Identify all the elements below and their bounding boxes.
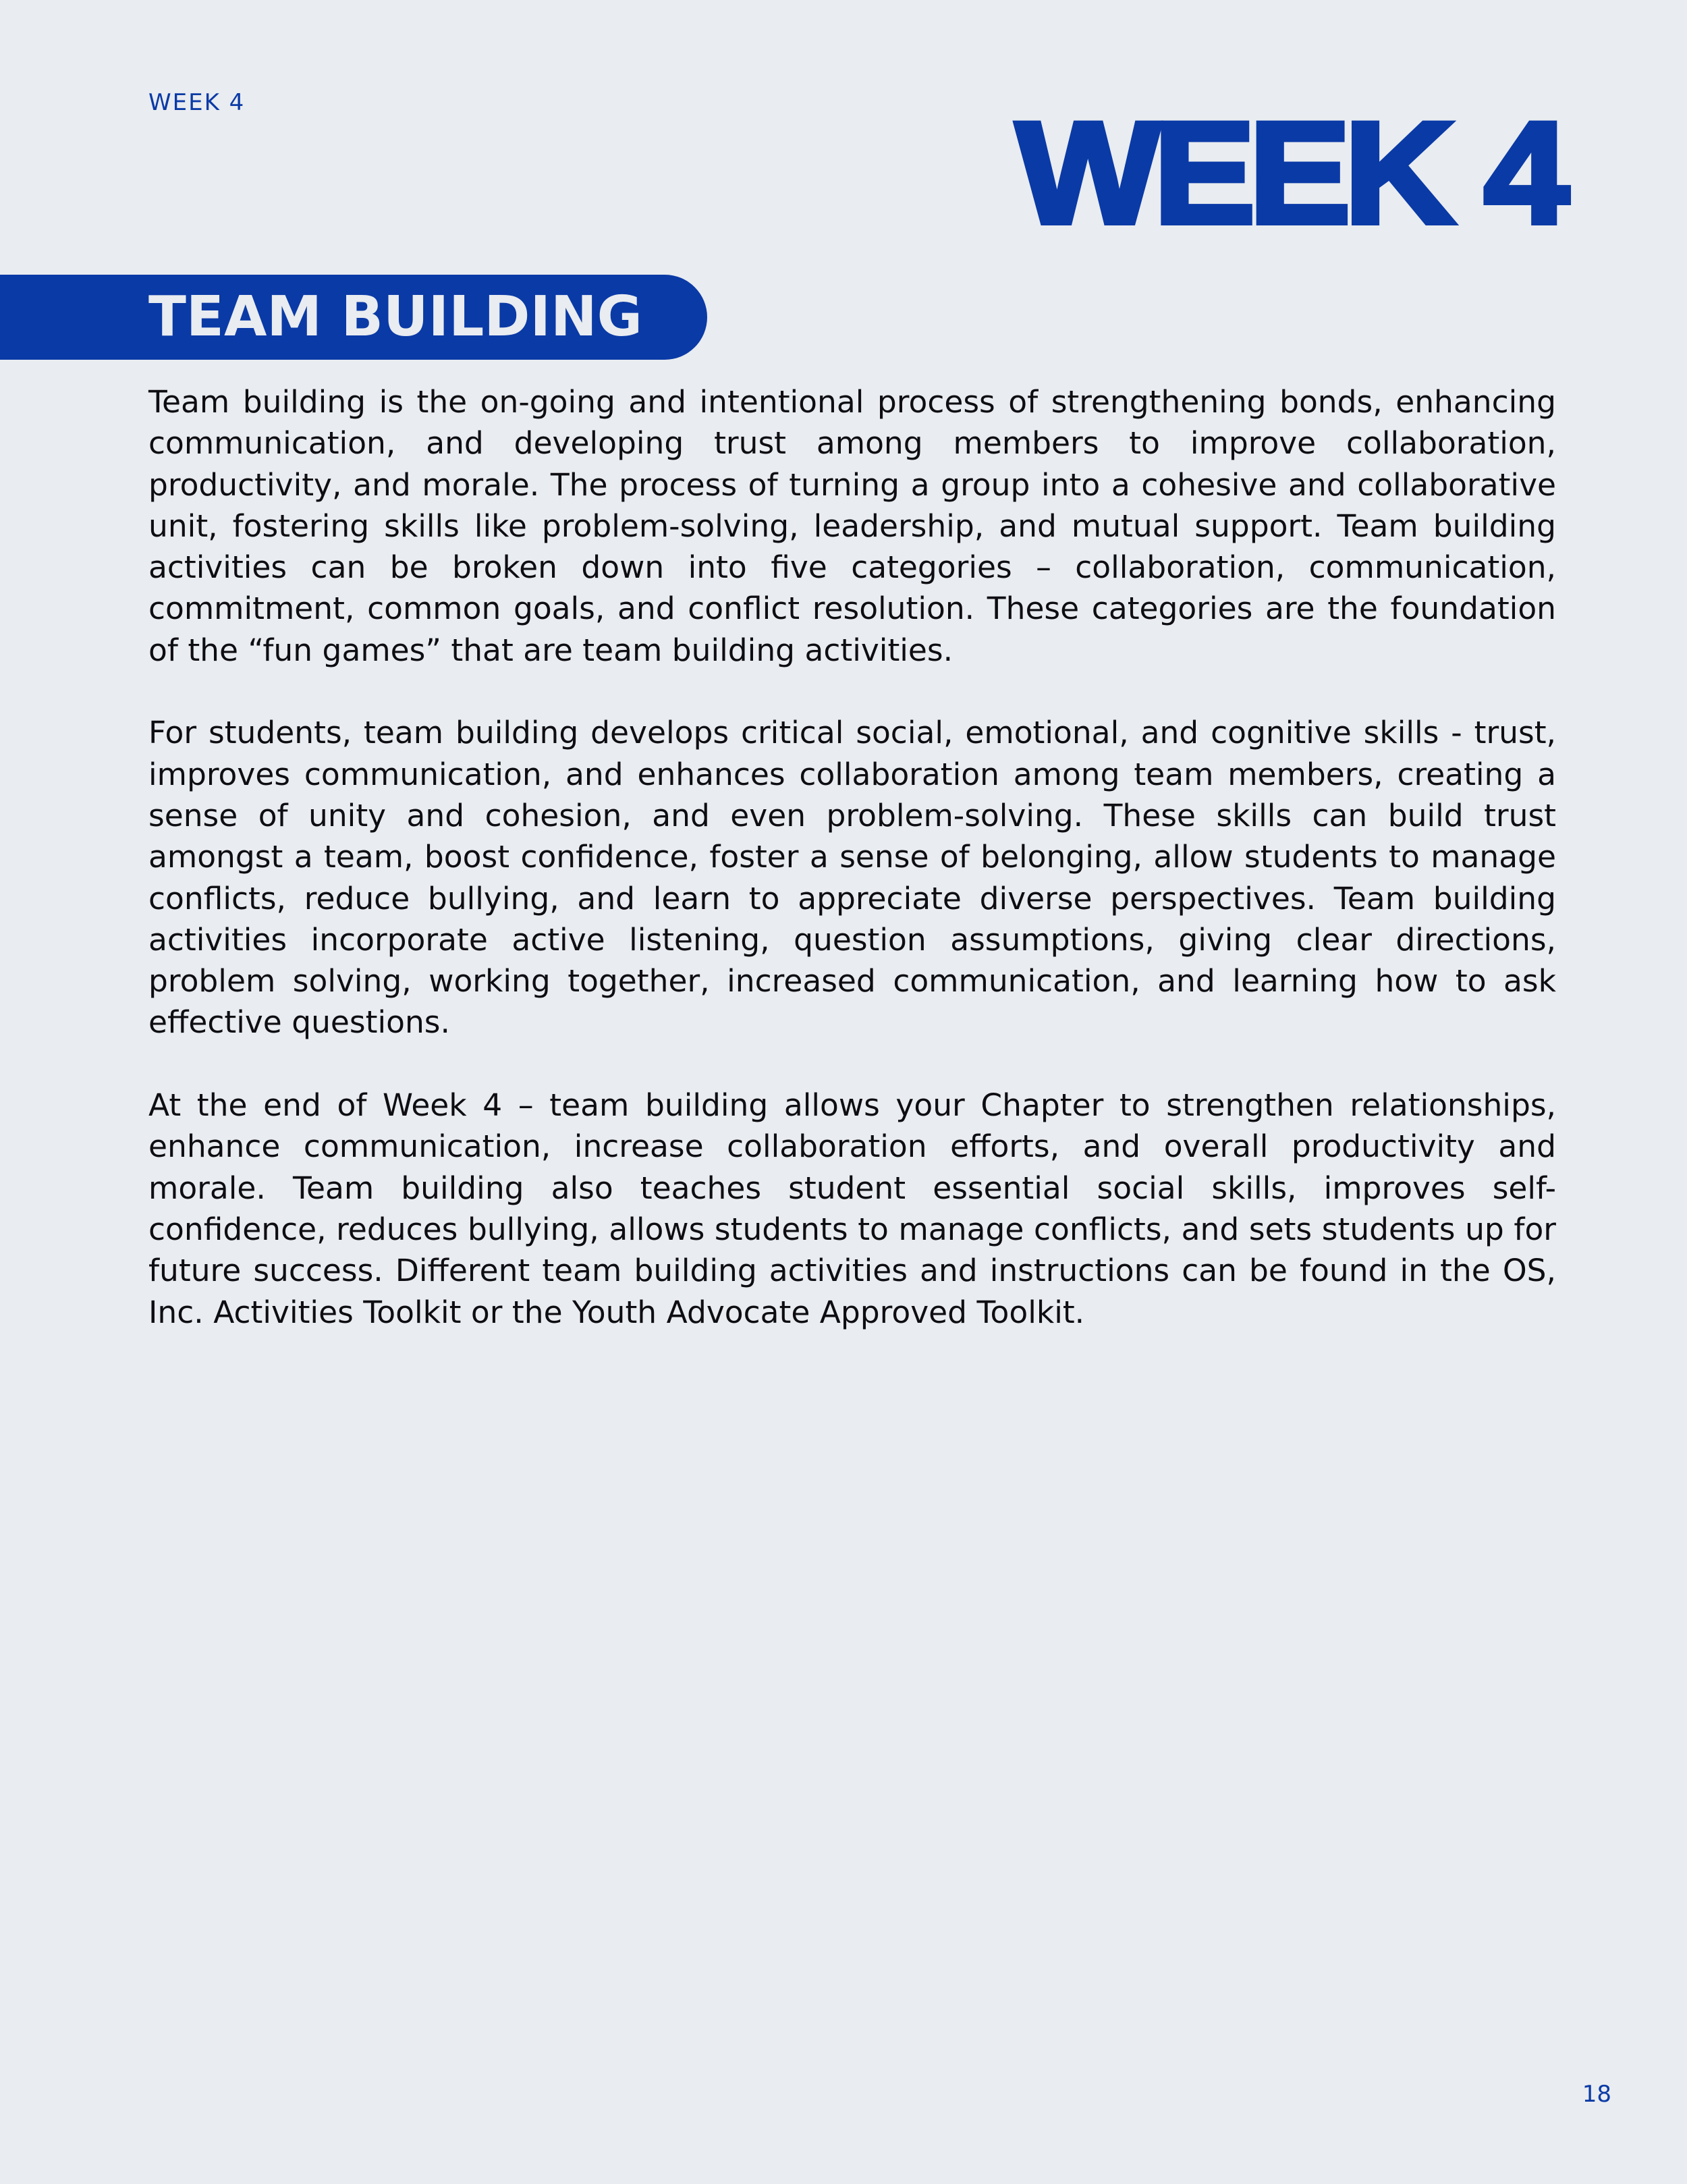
paragraph-3: At the end of Week 4 – team building allows your Chapter to strengthen relationships, enhance communication, increase collaboration efforts, and overall productivity and morale. Team building also teaches student essential social skills, improves self-confidence, reduces bullying, allows students to manage conflicts, and sets students up for future success. Different team building activities and instructions can be found in the OS, Inc. Activities Toolkit or the Youth Advocate Approved Toolkit. [148, 1087, 1556, 1330]
body-text [148, 381, 1556, 1374]
paragraph-1: Team building is the on-going and intentional process of strengthening bonds, enhancing communication, and developing trust among members to improve collaboration, productivity, and morale. The process of turning a group into a cohesive and collaborative unit, fostering skills like problem-solving, leadership, and mutual support. Team building activities can be broken down into five categories – collaboration, communication, commitment, common goals, and conflict resolution. These categories are the foundation of the “fun games” that are team building activities. [148, 384, 1556, 668]
paragraph-2: For students, team building develops critical social, emotional, and cognitive skills - trust, improves communication, and enhances collaboration among team members, creating a sense of unity and cohesion, and even problem-solving. These skills can build trust amongst a team, boost confidence, foster a sense of belonging, allow students to manage conflicts, reduce bullying, and learn to appreciate diverse perspectives. Team building activities incorporate active listening, question assumptions, giving clear directions, problem solving, working together, increased communication, and learning how to ask effective questions. [148, 715, 1556, 1041]
page-title: WEEK 4 [1016, 92, 1562, 254]
section-heading: TEAM BUILDING [148, 285, 642, 349]
section-banner [0, 275, 707, 360]
running-header: WEEK 4 [148, 89, 246, 116]
page-number: 18 [1582, 2081, 1611, 2108]
